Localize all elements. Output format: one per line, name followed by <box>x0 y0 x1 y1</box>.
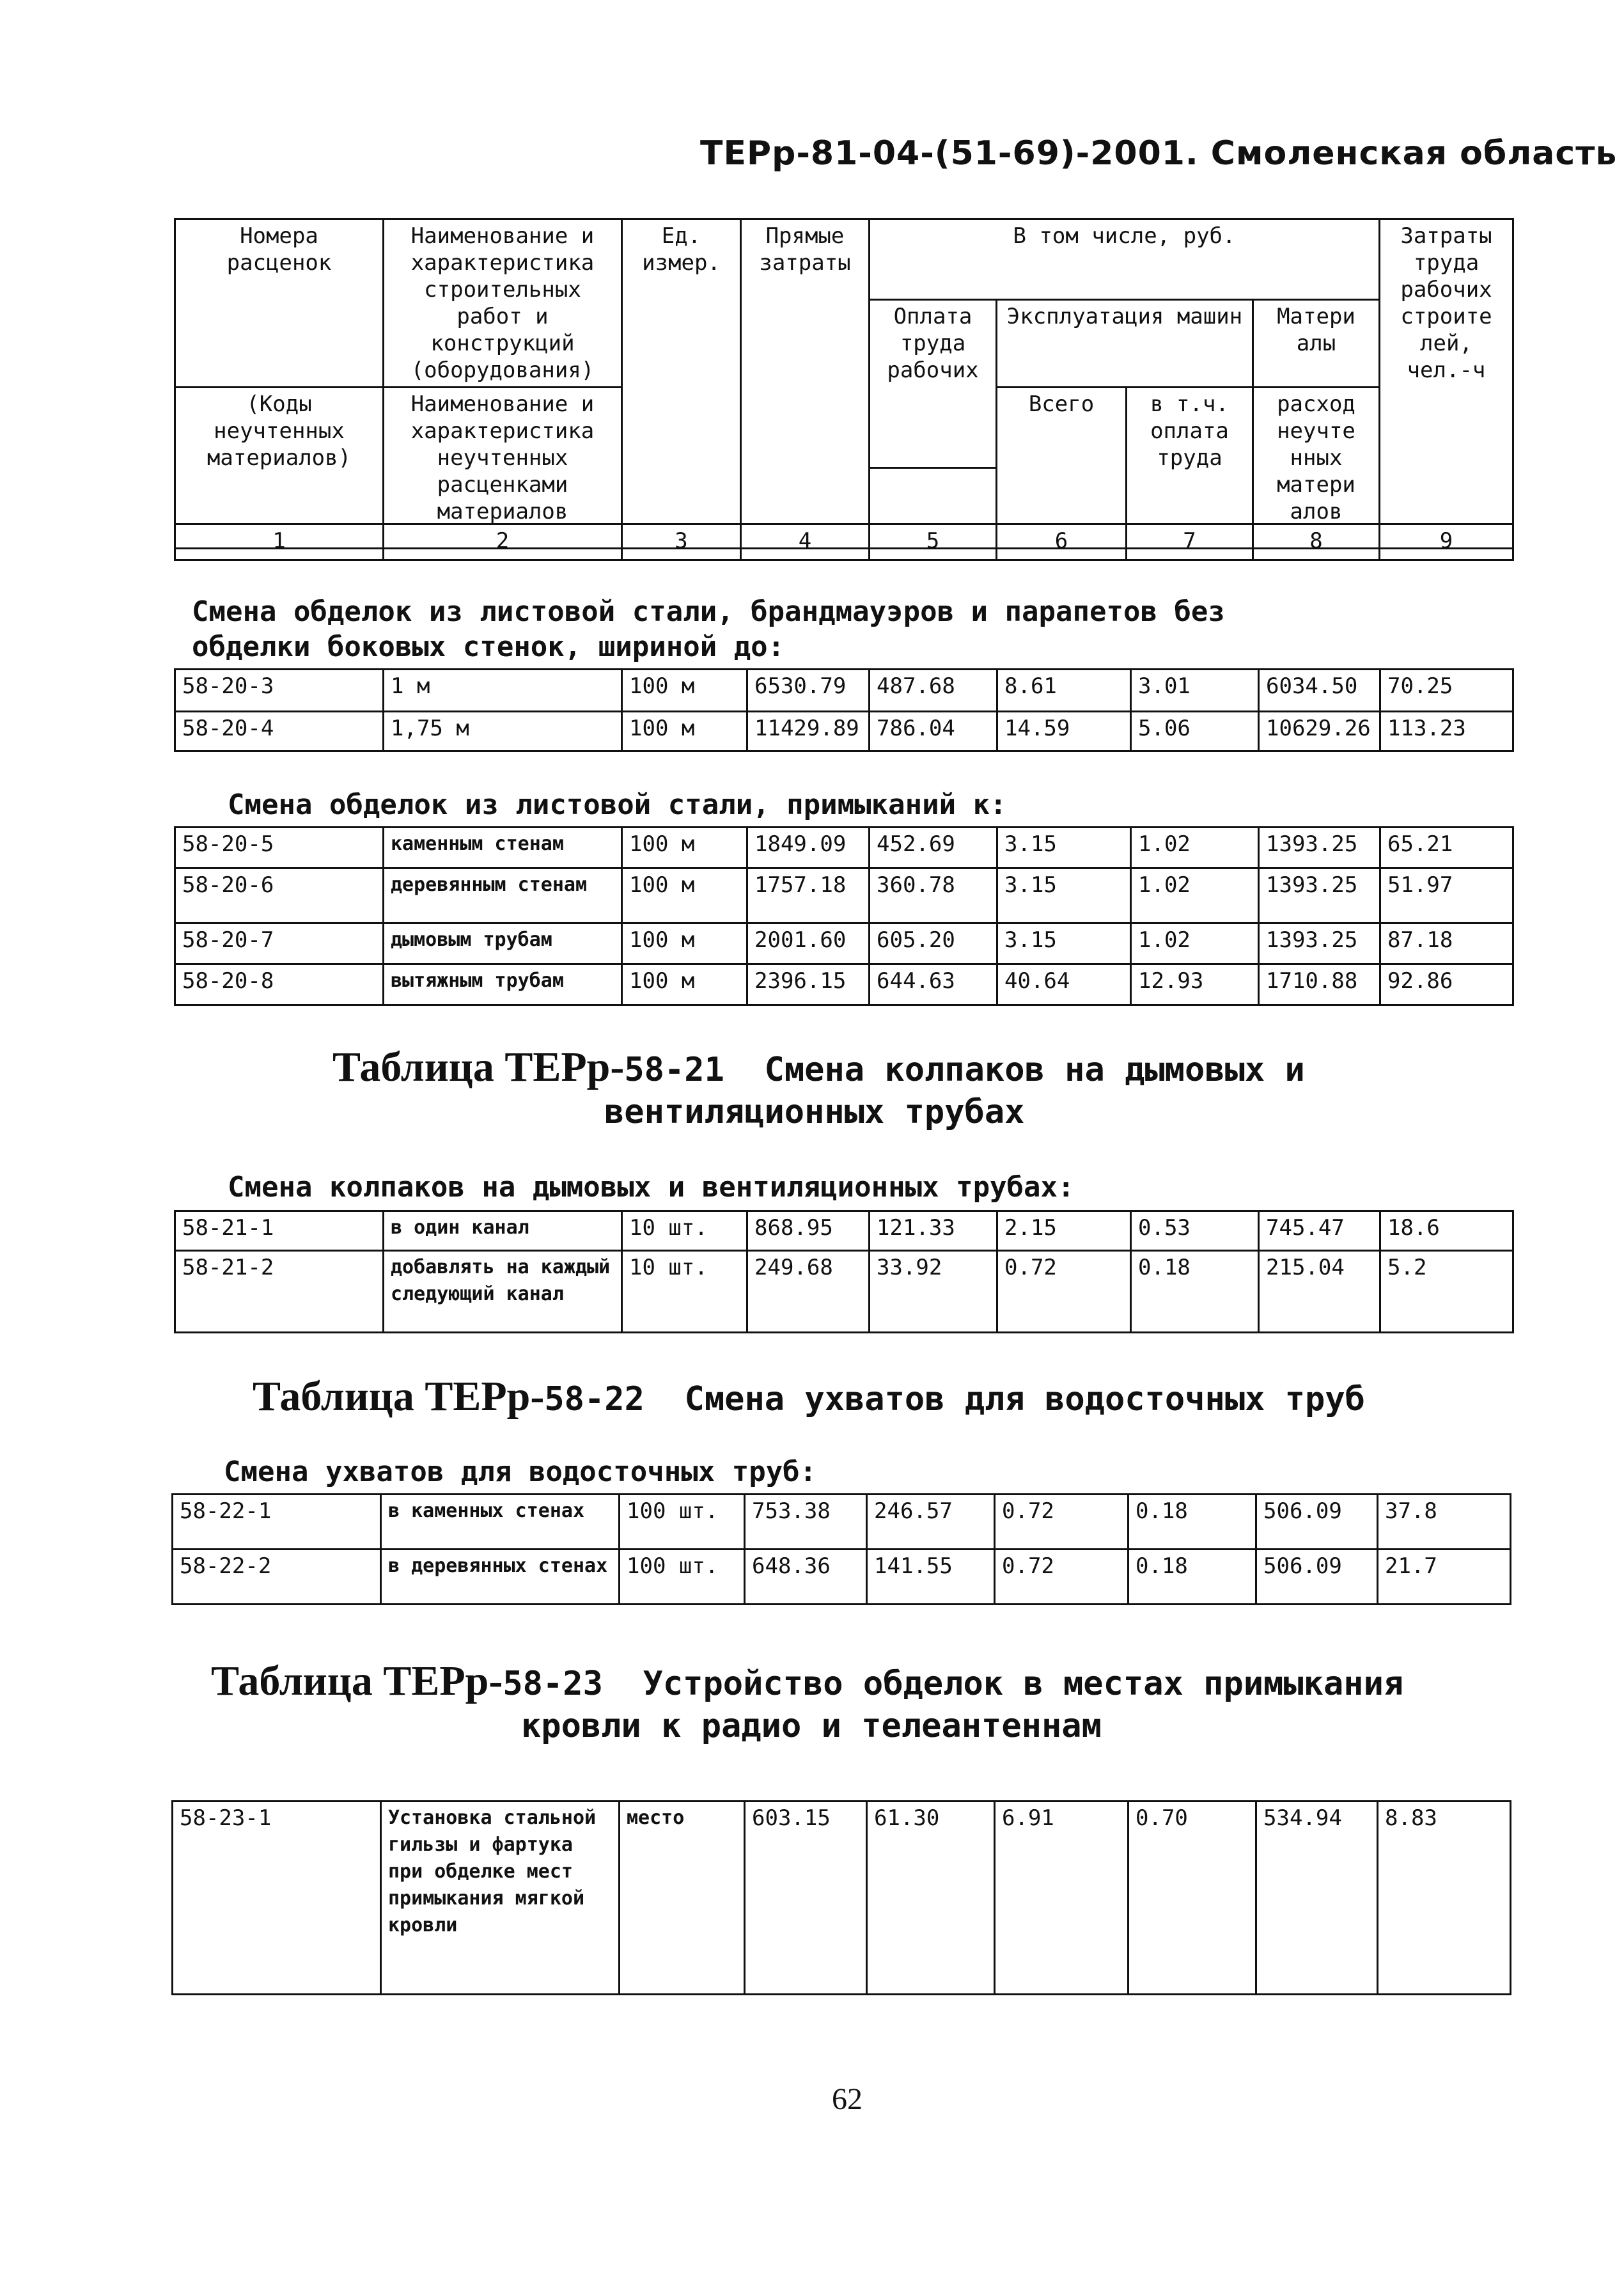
rate-code: 58-20-6 <box>175 868 384 923</box>
document-title: ТЕРр-81-04-(51-69)-2001. Смоленская область <box>700 134 1618 173</box>
table-row <box>173 1802 1511 1995</box>
materials: 215.04 <box>1259 1251 1380 1333</box>
materials: 1393.25 <box>1259 828 1380 868</box>
header-material-name: Наименование и характеристика неучтенных расценками материалов <box>384 388 622 549</box>
table-title-lead: Таблица ТЕРр- <box>211 1658 503 1704</box>
labor-hours: 18.6 <box>1380 1211 1513 1251</box>
table-row <box>175 868 1513 923</box>
machine-operator-pay: 0.70 <box>1128 1802 1256 1995</box>
rate-code: 58-20-4 <box>175 712 384 751</box>
table-row <box>175 1211 1513 1251</box>
worker-pay: 452.69 <box>870 828 997 868</box>
materials: 1393.25 <box>1259 868 1380 923</box>
machine-operator-pay: 1.02 <box>1131 923 1259 964</box>
column-number: 2 <box>384 524 622 560</box>
machines-total: 8.61 <box>997 670 1131 712</box>
unit: 100 м <box>622 712 747 751</box>
rates-table <box>174 668 1514 752</box>
machines-total: 0.72 <box>997 1251 1131 1333</box>
labor-hours: 70.25 <box>1380 670 1513 712</box>
rate-code: 58-22-2 <box>173 1550 381 1605</box>
column-number: 7 <box>1127 524 1253 560</box>
work-name: в деревянных стенах <box>381 1550 620 1605</box>
column-number: 8 <box>1253 524 1380 560</box>
machines-total: 2.15 <box>997 1211 1131 1251</box>
column-number: 6 <box>997 524 1127 560</box>
worker-pay: 605.20 <box>870 923 997 964</box>
table-title-line2 <box>521 1704 1102 1756</box>
unit: 100 шт. <box>620 1550 745 1605</box>
direct-costs: 11429.89 <box>747 712 870 751</box>
unit: место <box>620 1802 745 1995</box>
header-material-consumption: расход неучте нных матери алов <box>1253 388 1380 549</box>
direct-costs: 2396.15 <box>747 964 870 1005</box>
rate-code: 58-21-2 <box>175 1251 384 1333</box>
header-worker-pay: Оплата труда рабочих <box>870 300 997 468</box>
machines-total: 3.15 <box>997 828 1131 868</box>
direct-costs: 753.38 <box>745 1495 867 1550</box>
work-name: в каменных стенах <box>381 1495 620 1550</box>
header-unit: Ед. измер. <box>622 219 741 549</box>
rates-table <box>171 1800 1511 1995</box>
machines-total: 3.15 <box>997 868 1131 923</box>
materials: 10629.26 <box>1259 712 1380 751</box>
work-name: 1,75 м <box>384 712 622 751</box>
table-title-lead: Таблица ТЕРр- <box>253 1373 545 1420</box>
machine-operator-pay: 0.53 <box>1131 1211 1259 1251</box>
materials: 534.94 <box>1256 1802 1378 1995</box>
labor-hours: 51.97 <box>1380 868 1513 923</box>
table-row <box>175 828 1513 868</box>
section-heading: Смена обделок из листовой стали, брандмауэров и парапетов без <box>192 595 1225 628</box>
unit: 100 м <box>622 964 747 1005</box>
materials: 1393.25 <box>1259 923 1380 964</box>
work-name: вытяжным трубам <box>384 964 622 1005</box>
rate-code: 58-20-3 <box>175 670 384 712</box>
worker-pay: 61.30 <box>867 1802 995 1995</box>
machines-total: 6.91 <box>995 1802 1128 1995</box>
unit: 100 шт. <box>620 1495 745 1550</box>
rates-table <box>171 1493 1511 1605</box>
unit: 100 м <box>622 868 747 923</box>
worker-pay: 644.63 <box>870 964 997 1005</box>
header-machines: Эксплуатация машин <box>997 300 1253 388</box>
worker-pay: 121.33 <box>870 1211 997 1251</box>
table-title-text: Смена колпаков на дымовых и <box>764 1051 1305 1089</box>
table-row <box>175 923 1513 964</box>
column-number: 9 <box>1380 524 1513 560</box>
machine-operator-pay: 3.01 <box>1131 670 1259 712</box>
work-name: в один канал <box>384 1211 622 1251</box>
work-name: 1 м <box>384 670 622 712</box>
table-title-line2 <box>604 1090 1024 1142</box>
unit: 100 м <box>622 923 747 964</box>
column-number: 4 <box>741 524 870 560</box>
table-title-text: вентиляционных трубах <box>604 1093 1025 1131</box>
labor-hours: 92.86 <box>1380 964 1513 1005</box>
unit: 10 шт. <box>622 1251 747 1333</box>
work-name: Установка стальной гильзы и фартука при обделке мест примыкания мягкой кровли <box>381 1802 620 1995</box>
section-heading: обделки боковых стенок, шириной до: <box>192 631 785 663</box>
table-title-text: кровли к радио и телеантеннам <box>521 1707 1102 1745</box>
worker-pay: 786.04 <box>870 712 997 751</box>
work-name: дымовым трубам <box>384 923 622 964</box>
column-number: 1 <box>175 524 384 560</box>
materials: 745.47 <box>1259 1211 1380 1251</box>
materials: 506.09 <box>1256 1550 1378 1605</box>
direct-costs: 1849.09 <box>747 828 870 868</box>
table-row <box>173 1550 1511 1605</box>
direct-costs: 648.36 <box>745 1550 867 1605</box>
table-title-lead: Таблица ТЕРр- <box>332 1044 625 1090</box>
machines-total: 0.72 <box>995 1550 1128 1605</box>
direct-costs: 1757.18 <box>747 868 870 923</box>
machines-total: 3.15 <box>997 923 1131 964</box>
table-title <box>253 1375 1365 1429</box>
worker-pay: 487.68 <box>870 670 997 712</box>
labor-hours: 37.8 <box>1378 1495 1511 1550</box>
column-number: 3 <box>622 524 741 560</box>
machine-operator-pay: 0.18 <box>1131 1251 1259 1333</box>
work-name: добавлять на каждый следующий канал <box>384 1251 622 1333</box>
table-number: 58-22 <box>544 1380 644 1418</box>
rate-code: 58-23-1 <box>173 1802 381 1995</box>
header-material-codes: (Коды неучтенных материалов) <box>175 388 384 549</box>
machines-total: 40.64 <box>997 964 1131 1005</box>
materials: 6034.50 <box>1259 670 1380 712</box>
worker-pay: 246.57 <box>867 1495 995 1550</box>
labor-hours: 113.23 <box>1380 712 1513 751</box>
labor-hours: 8.83 <box>1378 1802 1511 1995</box>
table-title-text: Смена ухватов для водосточных труб <box>684 1380 1365 1418</box>
direct-costs: 868.95 <box>747 1211 870 1251</box>
table-number: 58-21 <box>624 1051 724 1089</box>
rate-code: 58-21-1 <box>175 1211 384 1251</box>
header-materials: Матери алы <box>1253 300 1380 388</box>
header-direct-costs: Прямые затраты <box>741 219 870 549</box>
table-number: 58-23 <box>503 1665 603 1703</box>
header-codes: Номера расценок <box>175 219 384 388</box>
header-incl-group: В том числе, руб. <box>870 219 1380 300</box>
direct-costs: 6530.79 <box>747 670 870 712</box>
labor-hours: 5.2 <box>1380 1251 1513 1333</box>
machines-total: 0.72 <box>995 1495 1128 1550</box>
table-row <box>175 964 1513 1005</box>
section-heading: Смена обделок из листовой стали, примыканий к: <box>228 789 1007 821</box>
machine-operator-pay: 1.02 <box>1131 828 1259 868</box>
rate-code: 58-20-8 <box>175 964 384 1005</box>
table-row <box>173 1495 1511 1550</box>
unit: 100 м <box>622 828 747 868</box>
table-title-sep <box>644 1380 685 1418</box>
machine-operator-pay: 0.18 <box>1128 1550 1256 1605</box>
direct-costs: 603.15 <box>745 1802 867 1995</box>
header-machines-total: Всего <box>997 388 1127 549</box>
table-row <box>175 1251 1513 1333</box>
work-name: деревянным стенам <box>384 868 622 923</box>
column-header-table <box>174 218 1514 549</box>
table-title-text: Устройство обделок в местах примыкания <box>643 1665 1404 1703</box>
rates-table <box>174 826 1514 1006</box>
machines-total: 14.59 <box>997 712 1131 751</box>
direct-costs: 249.68 <box>747 1251 870 1333</box>
machine-operator-pay: 1.02 <box>1131 868 1259 923</box>
worker-pay: 141.55 <box>867 1550 995 1605</box>
header-work-name: Наименование и характеристика строительных работ и конструкций (оборудования) <box>384 219 622 388</box>
worker-pay: 360.78 <box>870 868 997 923</box>
section-heading: Смена колпаков на дымовых и вентиляционных трубах: <box>228 1171 1075 1204</box>
unit: 100 м <box>622 670 747 712</box>
table-title-sep <box>603 1665 643 1703</box>
column-number-row <box>174 523 1514 561</box>
column-number: 5 <box>870 524 997 560</box>
materials: 1710.88 <box>1259 964 1380 1005</box>
table-row <box>175 670 1513 712</box>
machine-operator-pay: 0.18 <box>1128 1495 1256 1550</box>
materials: 506.09 <box>1256 1495 1378 1550</box>
rate-code: 58-20-5 <box>175 828 384 868</box>
work-name: каменным стенам <box>384 828 622 868</box>
table-row <box>175 712 1513 751</box>
section-heading: Смена ухватов для водосточных труб: <box>224 1456 817 1488</box>
direct-costs: 2001.60 <box>747 923 870 964</box>
machine-operator-pay: 5.06 <box>1131 712 1259 751</box>
unit: 10 шт. <box>622 1211 747 1251</box>
page-number: 62 <box>832 2082 863 2116</box>
header-labor-hours: Затраты труда рабочих строите лей, чел.-ч <box>1380 219 1513 549</box>
rates-table <box>174 1210 1514 1333</box>
header-machine-operator-pay: в т.ч. оплата труда <box>1127 388 1253 549</box>
worker-pay: 33.92 <box>870 1251 997 1333</box>
labor-hours: 21.7 <box>1378 1550 1511 1605</box>
rate-code: 58-20-7 <box>175 923 384 964</box>
labor-hours: 87.18 <box>1380 923 1513 964</box>
machine-operator-pay: 12.93 <box>1131 964 1259 1005</box>
labor-hours: 65.21 <box>1380 828 1513 868</box>
rate-code: 58-22-1 <box>173 1495 381 1550</box>
table-title-sep <box>724 1051 765 1089</box>
